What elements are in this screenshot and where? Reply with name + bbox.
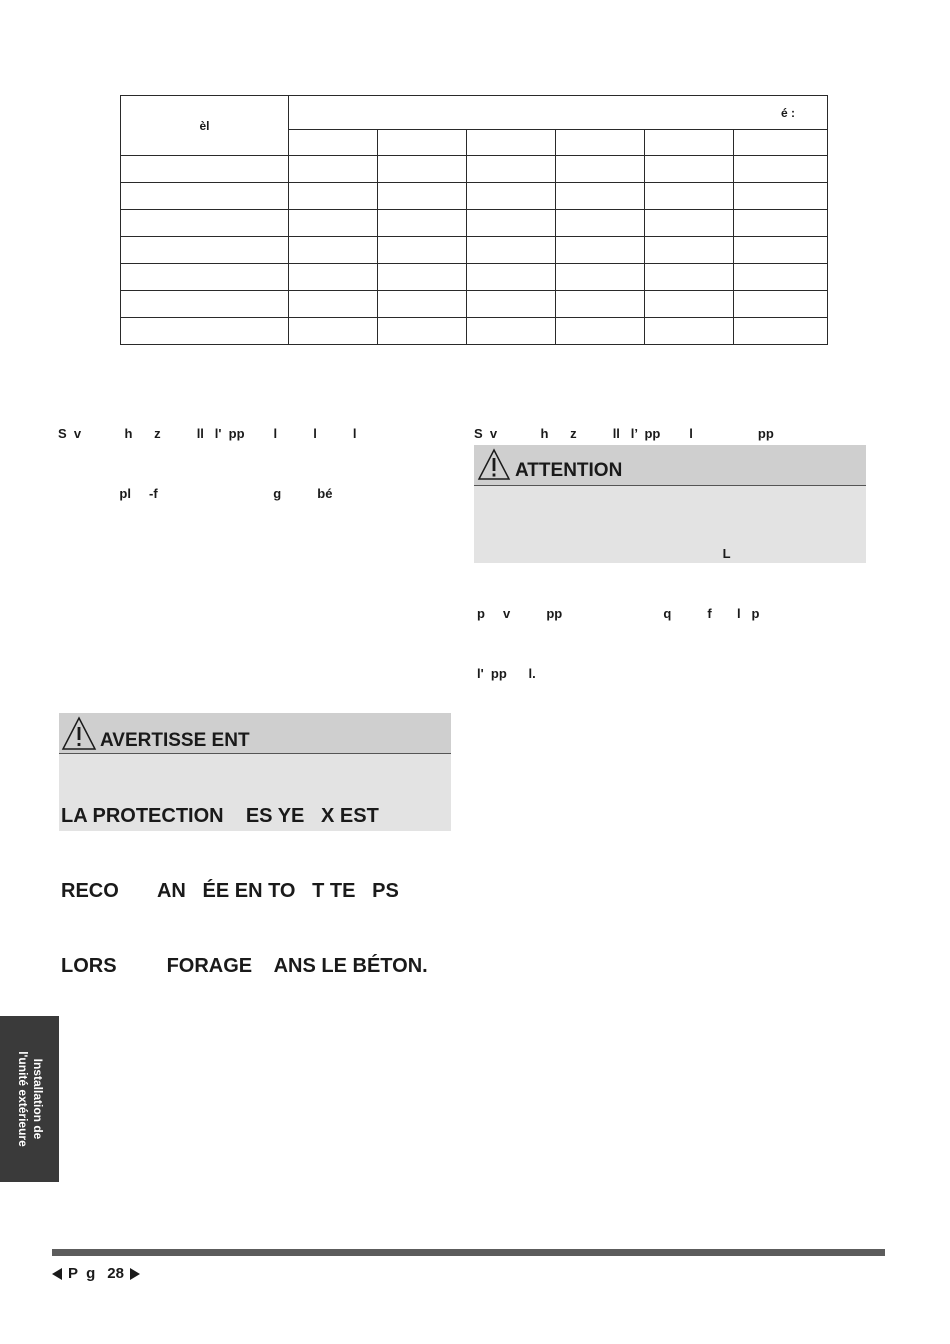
table-cell	[645, 183, 734, 210]
table-row	[121, 156, 828, 183]
attention-title: ATTENTION	[515, 460, 623, 481]
table-cell	[378, 318, 467, 345]
warning-triangle-icon	[477, 448, 511, 481]
table-cell	[734, 183, 828, 210]
table-cell	[289, 318, 378, 345]
page-navigator	[52, 1265, 140, 1282]
table-cell	[378, 156, 467, 183]
left-paragraph-line: S v h z ll l' pp l l l	[58, 426, 357, 441]
table-cell	[645, 237, 734, 264]
table-cell	[734, 210, 828, 237]
table-cell	[378, 291, 467, 318]
table-cell	[289, 264, 378, 291]
table-cell	[121, 210, 289, 237]
table-cell	[556, 210, 645, 237]
table-cell	[467, 291, 556, 318]
table-subheader	[556, 130, 645, 156]
table-cell	[378, 183, 467, 210]
warning-line: LORS FORAGE ANS LE BÉTON.	[61, 955, 428, 977]
table-cell	[121, 237, 289, 264]
page-label: P g	[68, 1265, 96, 1282]
table-cell	[467, 264, 556, 291]
table-header-group: é :	[289, 96, 828, 130]
table-cell	[734, 318, 828, 345]
attention-line: p v pp q f l p	[477, 606, 760, 621]
spec-table	[120, 95, 828, 345]
table-cell	[556, 264, 645, 291]
warning-header	[59, 713, 451, 754]
warning-text	[61, 754, 428, 1029]
section-side-tab	[0, 1016, 59, 1182]
table-cell	[378, 210, 467, 237]
table-cell	[556, 156, 645, 183]
section-side-tab-label: Installation de l'unité extérieure	[15, 1051, 45, 1147]
warning-line: LA PROTECTION ES YE X EST	[61, 805, 379, 827]
table-cell	[121, 291, 289, 318]
warning-box	[59, 713, 451, 977]
footer-rule	[52, 1249, 885, 1256]
table-cell	[289, 237, 378, 264]
table-cell	[734, 237, 828, 264]
table-cell	[734, 264, 828, 291]
table-header-model: èl	[121, 96, 289, 156]
table-cell	[556, 237, 645, 264]
table-cell	[289, 183, 378, 210]
table-cell	[645, 291, 734, 318]
table-cell	[289, 210, 378, 237]
table-cell	[121, 183, 289, 210]
table-cell	[645, 318, 734, 345]
left-paragraph-line: pl -f g bé	[58, 486, 333, 501]
table-row	[121, 237, 828, 264]
warning-title: AVERTISSE ENT	[100, 730, 250, 751]
table-cell	[645, 210, 734, 237]
attention-line: l' pp l.	[477, 666, 536, 681]
right-paragraph-line: S v h z ll l’ pp l pp	[474, 426, 774, 441]
table-cell	[467, 237, 556, 264]
table-cell	[289, 291, 378, 318]
attention-box	[474, 445, 866, 681]
table-cell	[467, 210, 556, 237]
table-cell	[645, 156, 734, 183]
attention-text	[477, 504, 759, 724]
previous-page-icon[interactable]	[52, 1268, 62, 1280]
table-cell	[121, 264, 289, 291]
table-row	[121, 183, 828, 210]
table-cell	[734, 156, 828, 183]
table-row	[121, 210, 828, 237]
table-subheader	[289, 130, 378, 156]
table-row	[121, 264, 828, 291]
table-cell	[556, 318, 645, 345]
table-cell	[378, 264, 467, 291]
warning-triangle-icon	[61, 716, 97, 751]
table-subheader	[645, 130, 734, 156]
table-subheader	[467, 130, 556, 156]
table-cell	[734, 291, 828, 318]
warning-line: RECO AN ÉE EN TO T TE PS	[61, 880, 399, 902]
table-row	[121, 291, 828, 318]
table-cell	[121, 318, 289, 345]
table-cell	[121, 156, 289, 183]
table-cell	[467, 318, 556, 345]
table-cell	[556, 291, 645, 318]
table-row	[121, 318, 828, 345]
table-cell	[556, 183, 645, 210]
left-paragraph	[58, 384, 357, 524]
next-page-icon[interactable]	[130, 1268, 140, 1280]
table-cell	[289, 156, 378, 183]
attention-line: L	[477, 546, 731, 561]
table-cell	[645, 264, 734, 291]
table-cell	[467, 183, 556, 210]
table-cell	[467, 156, 556, 183]
page-number: 28	[107, 1265, 124, 1282]
table-subheader	[734, 130, 828, 156]
attention-header	[474, 445, 866, 486]
table-subheader	[378, 130, 467, 156]
table-cell	[378, 237, 467, 264]
